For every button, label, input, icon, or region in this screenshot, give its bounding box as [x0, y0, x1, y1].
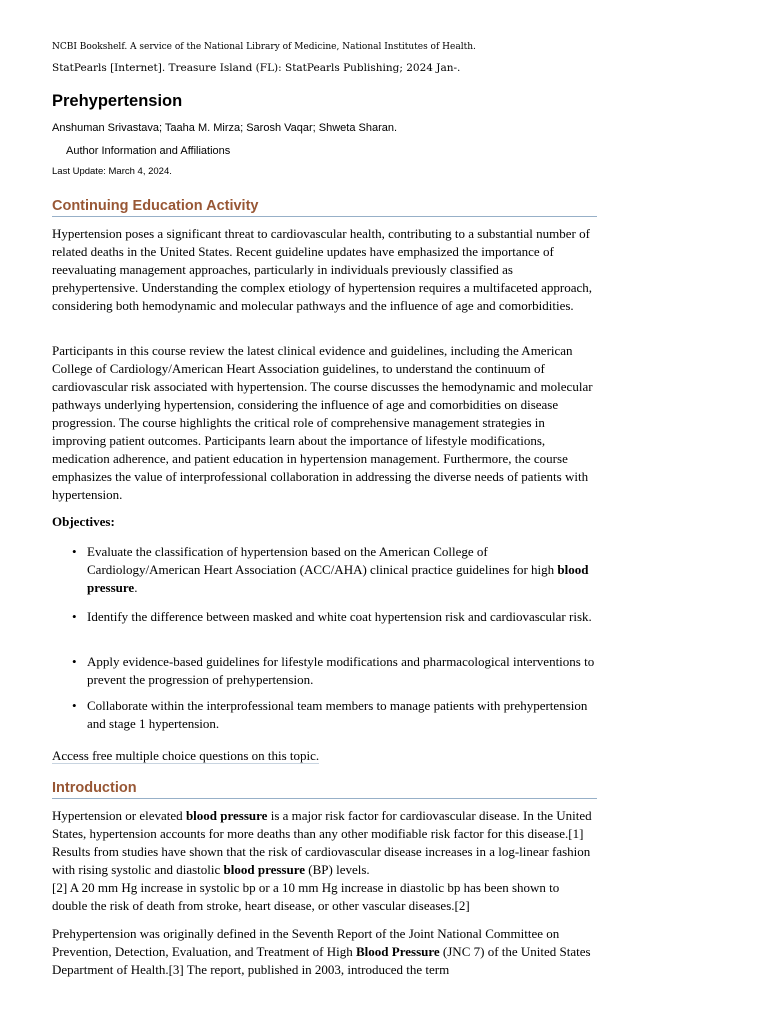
bullet-icon: • [72, 698, 77, 713]
author-affiliations-link[interactable]: Author Information and Affiliations [66, 145, 231, 157]
objective-item: • Collaborate within the interprofessional team members to manage patients with prehypertension and stage 1 hypertension. [72, 698, 588, 731]
bullet-icon: • [72, 609, 77, 624]
page-title: Prehypertension [52, 92, 183, 110]
mcq-access-link[interactable]: Access free multiple choice questions on this topic. [52, 748, 320, 763]
objective-item: • Evaluate the classification of hypertension based on the American College of Cardiology/American Heart Association (ACC/AHA) clinical practice guidelines for high blood pressure. [72, 544, 589, 595]
bookshelf-notice: NCBI Bookshelf. A service of the National Library of Medicine, National Institutes of Health. [52, 42, 476, 52]
objective-item: • Identify the difference between masked and white coat hypertension risk and cardiovascular risk. [72, 609, 592, 624]
introduction-paragraph-1: Hypertension or elevated blood pressure is a major risk factor for cardiovascular disease. In the United States, hypertension accounts for more deaths than any other modifiable risk factor for this disease.[1] Results from studies have shown that the risk of cardiovascular disease increases in a log-linear fashion with rising systolic and diastolic blood pressure (BP) levels. [2] A 20 mm Hg increase in systolic bp or a 10 mm Hg increase in diastolic bp has been shown to double the risk of death from stroke, heart disease, or other vascular diseases.[2] [52, 808, 592, 913]
objectives-label: Objectives: [52, 514, 115, 529]
bold-term: blood pressure [87, 562, 589, 595]
citation-line: StatPearls [Internet]. Treasure Island (FL): StatPearls Publishing; 2024 Jan-. [52, 62, 461, 74]
author-list: Anshuman Srivastava; Taaha M. Mirza; Sarosh Vaqar; Shweta Sharan. [52, 122, 398, 134]
ce-heading: Continuing Education Activity [52, 197, 597, 217]
introduction-heading: Introduction [52, 779, 597, 799]
last-update: Last Update: March 4, 2024. [52, 166, 172, 177]
ce-paragraph-2: Participants in this course review the latest clinical evidence and guidelines, including the American College of Cardiology/American Heart Association guidelines, to understand the continuum of cardiovascular risk associated with hypertension. The course discusses the hemodynamic and molecular pathways underlying hypertension, considering the influence of age and comorbidities on disease progression. The course highlights the critical role of comprehensive management strategies in improving patient outcomes. Participants learn about the importance of lifestyle modifications, medication adherence, and patient education in hypertension management. Furthermore, the course emphasizes the value of interprofessional collaboration in addressing the diverse needs of patients with hypertension. [52, 343, 593, 502]
bullet-icon: • [72, 654, 77, 669]
bullet-icon: • [72, 544, 77, 559]
objective-item: • Apply evidence-based guidelines for lifestyle modifications and pharmacological interventions to prevent the progression of prehypertension. [72, 654, 595, 687]
introduction-paragraph-2: Prehypertension was originally defined in the Seventh Report of the Joint National Committee on Prevention, Detection, Evaluation, and Treatment of High Blood Pressure (JNC 7) of the United States Department of Health.[3] The report, published in 2003, introduced the term [52, 926, 591, 977]
ce-paragraph-1: Hypertension poses a significant threat to cardiovascular health, contributing to a substantial number of related deaths in the United States. Recent guideline updates have emphasized the importance of reevaluating management approaches, particularly in individuals previously classified as prehypertensive. Understanding the complex etiology of hypertension requires a multifaceted approach, considering both hemodynamic and molecular pathways and the influence of age and comorbidities. [52, 226, 593, 313]
